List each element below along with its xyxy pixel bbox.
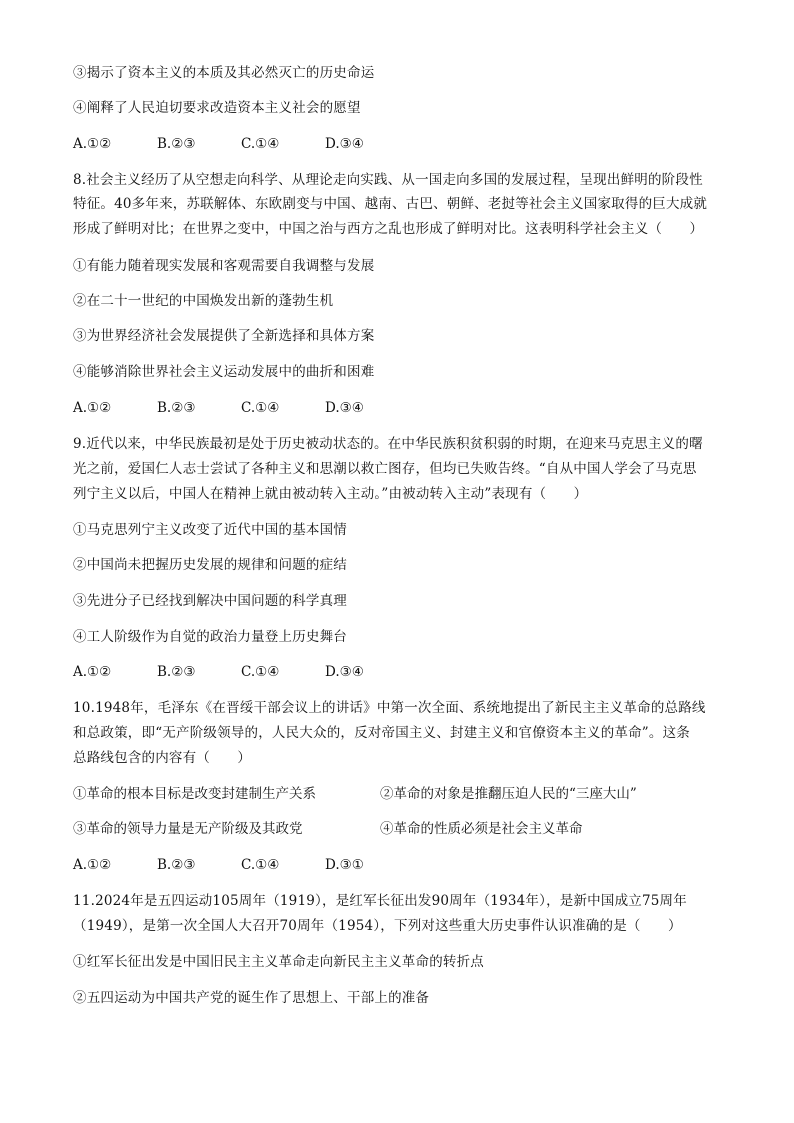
q9-option-d[interactable]: D.③④ bbox=[325, 664, 364, 680]
q8-stem-line-1: 8.社会主义经历了从空想走向科学、从理论走向实践、从一国走向多国的发展过程，呈现出鲜明的阶段性 bbox=[73, 172, 703, 188]
q9-statement-2: ②中国尚未把握历史发展的规律和问题的症结 bbox=[73, 557, 347, 573]
q8-stem-line-3: 形成了鲜明对比；在世界之变中，中国之治与西方之乱也形成了鲜明对比。这表明科学社会主义（ ） bbox=[73, 221, 704, 237]
q9-option-c[interactable]: C.①④ bbox=[241, 664, 280, 680]
q8-option-c[interactable]: C.①④ bbox=[241, 400, 280, 416]
q10-statement-3: ③革命的领导力量是无产阶级及其政党 bbox=[73, 821, 303, 837]
q10-stem-line-1: 10.1948年，毛泽东《在晋绥干部会议上的讲话》中第一次全面、系统地提出了新民主主义革命的总路线 bbox=[73, 700, 706, 716]
q10-statement-1: ①革命的根本目标是改变封建制生产关系 bbox=[73, 786, 316, 802]
q10-stem-line-3: 总路线包含的内容有（ ） bbox=[73, 750, 252, 766]
q7-option-c[interactable]: C.①④ bbox=[241, 136, 280, 152]
q9-stem-line-3: 列宁主义以后，中国人在精神上就由被动转入主动。”由被动转入主动”表现有（ ） bbox=[73, 486, 588, 502]
q8-statement-4: ④能够消除世界社会主义运动发展中的曲折和困难 bbox=[73, 364, 375, 380]
q11-stem-line-1: 11.2024年是五四运动105周年（1919），是红军长征出发90周年（1934年），是新中国成立75周年 bbox=[73, 893, 687, 909]
q11-statement-1: ①红军长征出发是中国旧民主主义革命走向新民主主义革命的转折点 bbox=[73, 954, 484, 970]
q9-stem-line-1: 9.近代以来，中华民族最初是处于历史被动状态的。在中华民族积贫积弱的时期，在迎来马克思主义的曙 bbox=[73, 436, 703, 452]
q7-option-b[interactable]: B.②③ bbox=[157, 136, 196, 152]
q8-option-a[interactable]: A.①② bbox=[73, 400, 112, 416]
q11-statement-2: ②五四运动为中国共产党的诞生作了思想上、干部上的准备 bbox=[73, 990, 430, 1006]
q7-option-d[interactable]: D.③④ bbox=[325, 136, 364, 152]
q8-statement-3: ③为世界经济社会发展提供了全新选择和具体方案 bbox=[73, 328, 375, 344]
q10-statement-2: ②革命的对象是推翻压迫人民的“三座大山” bbox=[380, 786, 637, 802]
q10-stem-line-2: 和总政策，即“无产阶级领导的，人民大众的，反对帝国主义、封建主义和官僚资本主义的革命”。这条 bbox=[73, 725, 691, 741]
q8-statement-2: ②在二十一世纪的中国焕发出新的蓬勃生机 bbox=[73, 293, 334, 309]
q10-statement-4: ④革命的性质必须是社会主义革命 bbox=[380, 821, 583, 837]
q11-stem-line-2: （1949），是第一次全国人大召开70周年（1954），下列对这些重大历史事件认识准确的是（ ） bbox=[73, 918, 682, 934]
q8-options bbox=[73, 399, 385, 417]
q7-statement-3: ③揭示了资本主义的本质及其必然灭亡的历史命运 bbox=[73, 65, 375, 81]
q9-options bbox=[73, 663, 385, 681]
q9-stem-line-2: 光之前，爱国仁人志士尝试了各种主义和思潮以救亡图存，但均已失败告终。“自从中国人学会了马克思 bbox=[73, 461, 697, 477]
q9-option-b[interactable]: B.②③ bbox=[157, 664, 196, 680]
q7-options bbox=[73, 135, 385, 153]
q9-option-a[interactable]: A.①② bbox=[73, 664, 112, 680]
q7-option-a[interactable]: A.①② bbox=[73, 136, 112, 152]
q8-option-d[interactable]: D.③④ bbox=[325, 400, 364, 416]
q10-option-c[interactable]: C.①④ bbox=[241, 857, 280, 873]
q7-statement-4: ④阐释了人民迫切要求改造资本主义社会的愿望 bbox=[73, 100, 361, 116]
q9-statement-3: ③先进分子已经找到解决中国问题的科学真理 bbox=[73, 593, 347, 609]
q10-options bbox=[73, 856, 385, 874]
q9-statement-4: ④工人阶级作为自觉的政治力量登上历史舞台 bbox=[73, 629, 347, 645]
q10-option-b[interactable]: B.②③ bbox=[157, 857, 196, 873]
q10-option-d[interactable]: D.③① bbox=[325, 857, 364, 873]
q10-option-a[interactable]: A.①② bbox=[73, 857, 112, 873]
q8-stem-line-2: 特征。40多年来，苏联解体、东欧剧变与中国、越南、古巴、朝鲜、老挝等社会主义国家取得的巨大成就 bbox=[73, 196, 708, 212]
q8-statement-1: ①有能力随着现实发展和客观需要自我调整与发展 bbox=[73, 258, 375, 274]
q9-statement-1: ①马克思列宁主义改变了近代中国的基本国情 bbox=[73, 522, 347, 538]
q8-option-b[interactable]: B.②③ bbox=[157, 400, 196, 416]
